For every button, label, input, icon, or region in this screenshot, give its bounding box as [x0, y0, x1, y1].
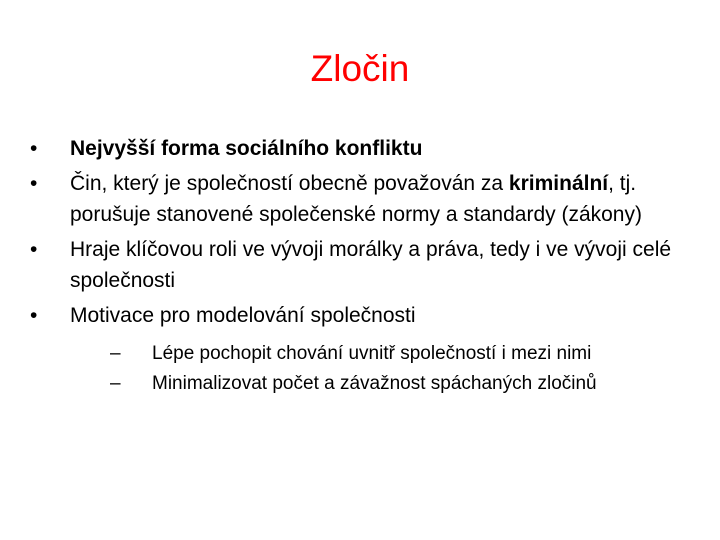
bullet-item — [28, 168, 698, 230]
bullet-text: , tj. porušuje stanovené společenské normy a standardy (zákony) — [70, 172, 642, 226]
bullet-text-bold: Nejvyšší forma sociálního konfliktu — [70, 137, 423, 160]
bullet-text-bold: kriminální — [508, 172, 609, 195]
bullet-list — [28, 133, 698, 399]
sub-bullet-text: Minimalizovat počet a závažnost spáchaných zločinů — [152, 373, 597, 394]
bullet-icon: • — [30, 304, 38, 327]
bullet-text: Motivace pro modelování společnosti — [70, 304, 416, 327]
sub-bullet-text: Lépe pochopit chování uvnitř společností i mezi nimi — [152, 343, 592, 364]
dash-icon: – — [110, 373, 121, 394]
sub-bullet-item — [110, 369, 698, 399]
bullet-icon: • — [30, 172, 38, 195]
bullet-icon: • — [30, 137, 38, 160]
bullet-icon: • — [30, 238, 38, 261]
sub-bullet-list — [70, 339, 698, 399]
bullet-item — [28, 234, 698, 296]
slide-content — [28, 133, 698, 403]
bullet-item — [28, 300, 698, 399]
bullet-text: Hraje klíčovou roli ve vývoji morálky a práva, tedy i ve vývoji celé společnosti — [70, 238, 672, 292]
slide-title: Zločin — [310, 48, 410, 89]
bullet-text: Čin, který je společností obecně považován za — [70, 172, 509, 195]
sub-bullet-item — [110, 339, 698, 369]
dash-icon: – — [110, 343, 121, 364]
bullet-item — [28, 133, 698, 164]
